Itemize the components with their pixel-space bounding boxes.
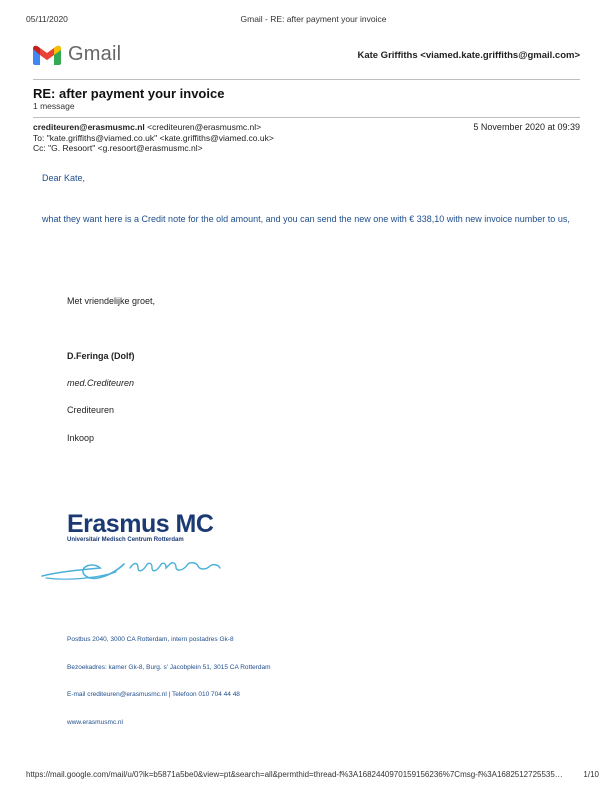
erasmus-logo [38, 510, 238, 585]
erasmus-signature-icon [38, 534, 238, 584]
logo-wordmark: Erasmus MC [67, 510, 214, 538]
signature-role: med.Crediteuren [67, 378, 135, 388]
cc-row: Cc: "G. Resoort" <g.resoort@erasmusmc.nl> [33, 143, 203, 153]
postal-address: Postbus 2040, 3000 CA Rotterdam, intern postadres Gk-8 [67, 636, 234, 643]
logo-subtitle: Universitair Medisch Centrum Rotterdam [67, 537, 184, 543]
divider [33, 79, 580, 80]
print-footer [26, 770, 599, 782]
page-number: 1/10 [583, 770, 599, 779]
signature-department: Inkoop [67, 433, 95, 443]
contact-details[interactable]: E-mail crediteuren@erasmusmc.nl | Telefoon 010 704 44 48 [67, 691, 240, 698]
to-row: To: "kate.griffiths@viamed.co.uk" <kate.griffiths@viamed.co.uk> [33, 132, 274, 143]
signature-closing: Met vriendelijke groet, [67, 296, 156, 306]
sent-date: 5 November 2020 at 09:39 [473, 122, 580, 132]
message-header [33, 122, 580, 154]
signature-name: D.Feringa (Dolf) [67, 351, 135, 361]
gmail-m-icon [33, 44, 61, 65]
gmail-header [33, 40, 580, 70]
message-count: 1 message [33, 101, 75, 111]
greeting: Dear Kate, [42, 173, 86, 183]
page-url: https://mail.google.com/mail/u/0?ik=b5871a5be0&view=pt&search=all&permthid=thread-f%3A1682440970159156236%7Cmsg-f%3A1682512725535… [26, 770, 563, 779]
print-header [26, 14, 601, 26]
gmail-wordmark: Gmail [68, 43, 122, 65]
website-link[interactable]: www.erasmusmc.nl [67, 719, 123, 726]
sender-email[interactable]: crediteuren@erasmusmc.nl [33, 122, 145, 132]
signature-department: Crediteuren [67, 405, 115, 415]
thread-subject: RE: after payment your invoice [33, 86, 225, 101]
account-identity: Kate Griffiths <viamed.kate.griffiths@gmail.com> [357, 50, 580, 61]
divider [33, 117, 580, 118]
print-date: 05/11/2020 [26, 14, 68, 24]
message-body: what they want here is a Credit note for the old amount, and you can send the new one with € 338,10 with new invoice number to us, [42, 214, 570, 224]
sender-address: <crediteuren@erasmusmc.nl> [144, 122, 262, 132]
visit-address: Bezoekadres: kamer Gk-8, Burg. s' Jacobplein 51, 3015 CA Rotterdam [67, 664, 271, 671]
from-row [33, 122, 580, 133]
print-title: Gmail - RE: after payment your invoice [240, 14, 387, 24]
